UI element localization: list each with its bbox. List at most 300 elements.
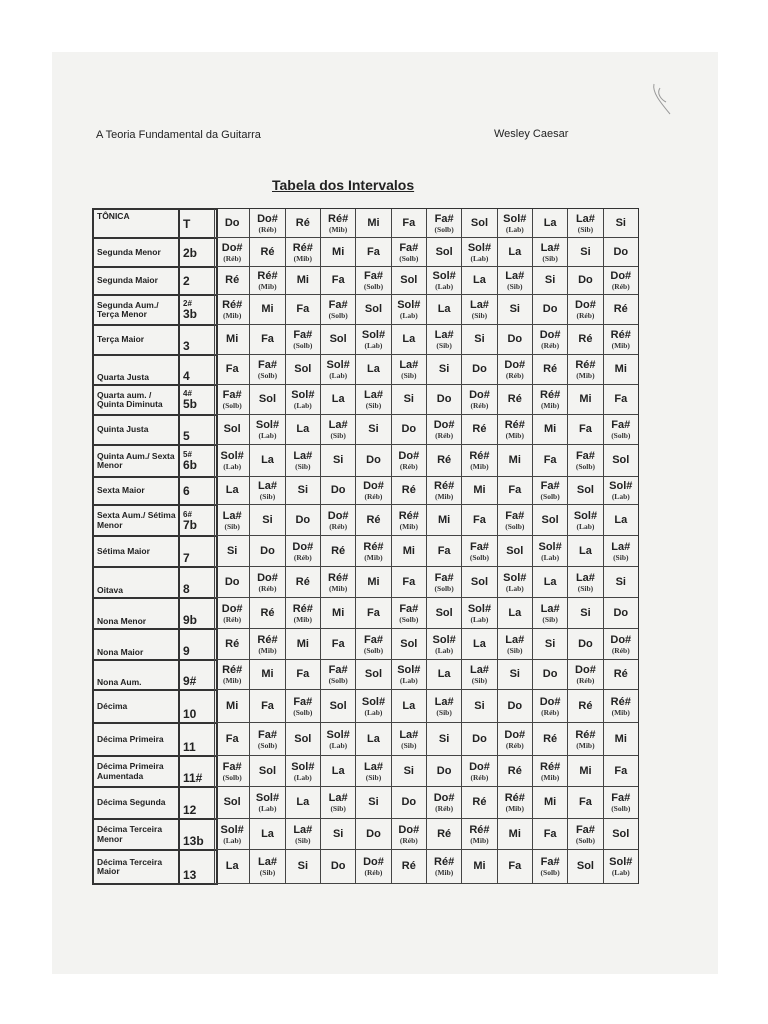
- note-name: Sol: [329, 699, 347, 712]
- note-name: La: [473, 637, 486, 650]
- note-cell: [603, 850, 638, 883]
- note-cell: [355, 629, 390, 659]
- enharmonic-name: (Solb): [257, 740, 278, 750]
- note-name: Sol: [576, 484, 594, 497]
- note-cell: [249, 756, 284, 786]
- note-name: La#: [222, 509, 242, 522]
- interval-row: [94, 326, 216, 356]
- note-cell: [214, 238, 249, 266]
- tonic-header-row: [94, 210, 216, 239]
- note-name: La: [543, 216, 557, 229]
- note-name: Ré: [578, 333, 593, 346]
- note-name: Fa: [473, 513, 486, 526]
- note-name: La: [614, 513, 628, 526]
- interval-name: Quarta Justa: [94, 356, 180, 384]
- note-name: Fa: [579, 796, 592, 809]
- note-cell: [285, 209, 320, 237]
- note-cell: [391, 756, 426, 786]
- enharmonic-name: (Mib): [328, 224, 348, 234]
- interval-symbol: 9b: [183, 613, 198, 627]
- enharmonic-name: (Réb): [505, 371, 524, 381]
- interval-row: [94, 630, 216, 661]
- enharmonic-name: (Réb): [364, 868, 383, 878]
- note-name: Ré#: [610, 695, 631, 708]
- note-name: Mi: [296, 637, 309, 650]
- note-name: Ré: [472, 423, 487, 436]
- note-name: Sol: [470, 575, 489, 588]
- note-name: Do: [578, 637, 593, 650]
- note-name: Ré: [613, 668, 628, 681]
- note-cell: [249, 445, 284, 476]
- note-name: La: [367, 732, 380, 745]
- note-name: Fa#: [399, 602, 419, 615]
- notes-row: [214, 787, 638, 819]
- interval-name: Décima: [94, 691, 180, 722]
- enharmonic-name: (Mib): [293, 614, 312, 624]
- enharmonic-name: (Réb): [611, 282, 630, 292]
- note-cell: [391, 690, 426, 722]
- note-name: Fa#: [540, 480, 560, 493]
- note-name: Do#: [539, 695, 561, 708]
- interval-name: Segunda Aum./ Terça Menor: [94, 296, 180, 324]
- interval-row: [94, 416, 216, 446]
- notes-row: [214, 238, 638, 267]
- note-name: Sol: [223, 796, 241, 809]
- note-cell: [461, 819, 496, 849]
- note-name: Fa#: [611, 792, 631, 805]
- note-name: Ré#: [504, 792, 525, 805]
- interval-names-column: [92, 208, 218, 885]
- enharmonic-name: (Solb): [222, 772, 242, 782]
- note-name: Ré: [366, 513, 381, 526]
- note-cell: [285, 598, 320, 628]
- note-name: Ré: [401, 860, 416, 873]
- interval-row: [94, 757, 216, 788]
- enharmonic-name: (Sib): [401, 740, 417, 750]
- note-name: Ré#: [504, 419, 525, 432]
- enharmonic-name: (Sib): [471, 676, 488, 686]
- notes-row: [214, 325, 638, 355]
- note-cell: [426, 723, 461, 755]
- interval-symbol-primary: 2#: [183, 299, 192, 308]
- interval-symbol-primary: 5#: [183, 450, 192, 459]
- note-cell: [320, 567, 355, 597]
- note-name: Fa: [331, 274, 345, 287]
- note-name: Mi: [579, 393, 592, 406]
- note-cell: [497, 598, 532, 628]
- note-cell: [214, 598, 249, 628]
- note-cell: [567, 787, 602, 818]
- note-name: Ré#: [328, 571, 349, 584]
- note-cell: [532, 598, 567, 628]
- note-cell: [426, 477, 461, 504]
- note-name: Si: [438, 732, 450, 745]
- note-cell: [355, 445, 390, 476]
- note-name: Ré: [225, 637, 240, 650]
- note-name: Sol#: [503, 571, 527, 584]
- note-name: Ré#: [540, 389, 561, 402]
- note-cell: [603, 267, 638, 294]
- note-cell: [249, 567, 284, 597]
- note-name: Do#: [327, 509, 349, 522]
- note-name: Sol#: [467, 602, 492, 615]
- note-cell: [497, 629, 532, 659]
- interval-symbol: 3: [183, 339, 190, 353]
- note-cell: [426, 850, 461, 883]
- interval-row: [94, 599, 216, 630]
- note-name: Sol: [435, 245, 453, 258]
- note-name: Si: [615, 575, 626, 588]
- note-cell: [320, 355, 355, 384]
- note-cell: [214, 385, 249, 414]
- note-name: Si: [403, 393, 414, 406]
- note-name: Sol#: [291, 389, 315, 402]
- note-cell: [603, 567, 638, 597]
- note-cell: [214, 723, 249, 755]
- note-name: La#: [434, 329, 454, 342]
- enharmonic-name: (Solb): [540, 492, 560, 502]
- note-name: Mi: [367, 216, 380, 229]
- enharmonic-name: (Réb): [223, 614, 242, 624]
- note-cell: [497, 267, 532, 294]
- note-name: Sol: [541, 513, 559, 526]
- note-name: Sol#: [326, 359, 350, 372]
- note-name: Do: [436, 393, 452, 406]
- note-name: La#: [611, 540, 631, 553]
- interval-row: [94, 661, 216, 691]
- notes-row: [214, 445, 638, 477]
- note-name: Mi: [579, 764, 592, 777]
- enharmonic-name: (Sib): [401, 371, 417, 381]
- enharmonic-name: (Lab): [293, 772, 312, 782]
- notes-row: [214, 267, 638, 295]
- note-cell: [355, 238, 390, 266]
- note-cell: [391, 445, 426, 476]
- interval-row: [94, 296, 216, 326]
- note-name: Ré#: [610, 329, 631, 342]
- pen-mark-icon: [640, 80, 680, 120]
- note-name: La#: [505, 270, 525, 283]
- note-name: Sol: [400, 637, 418, 650]
- book-title: A Teoria Fundamental da Guitarra: [96, 129, 261, 141]
- note-cell: [214, 690, 249, 722]
- note-name: Sol#: [361, 329, 386, 342]
- enharmonic-name: (Mib): [258, 282, 277, 292]
- enharmonic-name: (Lab): [364, 707, 383, 717]
- note-name: Ré: [507, 764, 522, 777]
- page-title: Tabela dos Intervalos: [272, 177, 415, 193]
- note-name: La#: [258, 480, 277, 493]
- note-cell: [497, 477, 532, 504]
- note-name: La: [225, 860, 239, 873]
- note-name: Sol#: [503, 212, 527, 225]
- note-name: Ré: [295, 216, 310, 229]
- note-cell: [497, 325, 532, 354]
- note-name: Do#: [221, 241, 243, 254]
- notes-row: [214, 505, 638, 536]
- note-cell: [426, 629, 461, 659]
- enharmonic-name: (Solb): [399, 614, 419, 624]
- note-cell: [603, 629, 638, 659]
- note-cell: [320, 629, 355, 659]
- note-name: Fa: [402, 216, 416, 229]
- note-cell: [249, 415, 284, 444]
- note-name: Do: [507, 699, 523, 712]
- note-cell: [285, 295, 320, 324]
- enharmonic-name: (Mib): [434, 868, 454, 878]
- enharmonic-name: (Mib): [505, 431, 524, 441]
- note-cell: [497, 209, 532, 237]
- enharmonic-name: (Réb): [435, 431, 454, 441]
- note-name: Ré#: [257, 633, 278, 646]
- enharmonic-name: (Sib): [507, 282, 523, 292]
- note-cell: [426, 415, 461, 444]
- note-name: La: [296, 796, 310, 809]
- note-name: Do#: [504, 728, 526, 741]
- note-cell: [461, 477, 496, 504]
- note-name: Fa: [225, 363, 239, 376]
- note-cell: [285, 505, 320, 535]
- note-name: Ré: [578, 699, 593, 712]
- note-name: Sol#: [361, 695, 386, 708]
- enharmonic-name: (Lab): [329, 371, 348, 381]
- enharmonic-name: (Réb): [258, 224, 277, 234]
- note-cell: [461, 385, 496, 414]
- note-cell: [391, 787, 426, 818]
- note-cell: [532, 629, 567, 659]
- note-cell: [497, 756, 532, 786]
- note-name: Ré#: [434, 480, 455, 493]
- note-name: Do#: [575, 664, 596, 677]
- note-cell: [285, 787, 320, 818]
- note-cell: [426, 690, 461, 722]
- note-name: Sol: [364, 668, 383, 681]
- note-cell: [603, 690, 638, 722]
- interval-name: Sexta Aum./ Sétima Menor: [94, 506, 180, 535]
- note-name: Mi: [226, 699, 239, 712]
- interval-symbol: 2: [183, 274, 190, 288]
- note-name: Do: [330, 860, 346, 873]
- enharmonic-name: (Sib): [436, 707, 452, 717]
- enharmonic-name: (Lab): [435, 645, 454, 655]
- note-cell: [320, 209, 355, 237]
- note-cell: [355, 723, 390, 755]
- note-name: Sol: [435, 606, 453, 619]
- note-name: Mi: [544, 423, 557, 436]
- enharmonic-name: (Sib): [542, 253, 558, 263]
- note-name: Sol#: [255, 419, 280, 432]
- note-name: Si: [368, 796, 379, 809]
- note-cell: [426, 536, 461, 566]
- note-cell: [285, 477, 320, 504]
- note-cell: [249, 690, 284, 722]
- enharmonic-name: (Réb): [470, 772, 489, 782]
- note-name: Do: [366, 827, 381, 840]
- interval-symbol: [180, 386, 216, 414]
- note-name: Sol#: [397, 664, 421, 677]
- note-cell: [603, 787, 638, 818]
- note-name: Si: [226, 544, 238, 557]
- note-name: Sol#: [220, 823, 244, 836]
- note-cell: [320, 690, 355, 722]
- note-cell: [426, 267, 461, 294]
- note-cell: [497, 238, 532, 266]
- interval-name: Nona Menor: [94, 599, 180, 628]
- notes-row: [214, 850, 638, 884]
- enharmonic-name: (Réb): [329, 521, 348, 531]
- note-cell: [426, 238, 461, 266]
- note-name: Si: [544, 637, 556, 650]
- interval-name: Terça Maior: [94, 326, 180, 354]
- note-name: Do#: [433, 419, 455, 432]
- enharmonic-name: (Mib): [258, 645, 277, 655]
- interval-name: Décima Primeira Aumentada: [94, 757, 180, 786]
- note-name: Fa#: [363, 270, 383, 283]
- note-name: Fa#: [434, 571, 454, 584]
- note-name: La: [296, 423, 310, 436]
- note-cell: [567, 295, 602, 324]
- enharmonic-name: (Solb): [575, 835, 596, 845]
- enharmonic-name: (Solb): [611, 804, 631, 814]
- note-name: La#: [505, 633, 525, 646]
- note-cell: [320, 660, 355, 689]
- note-name: Do: [472, 363, 487, 376]
- note-cell: [249, 267, 284, 294]
- notes-row: [214, 819, 638, 850]
- note-cell: [426, 660, 461, 689]
- note-name: Do#: [398, 450, 420, 463]
- note-cell: [461, 267, 496, 294]
- notes-row: [214, 295, 638, 325]
- enharmonic-name: (Mib): [540, 772, 560, 782]
- note-cell: [532, 723, 567, 755]
- note-cell: [426, 295, 461, 324]
- note-name: Si: [580, 606, 591, 619]
- note-cell: [214, 445, 249, 476]
- interval-symbol: T: [183, 216, 191, 231]
- note-name: Ré: [507, 393, 522, 406]
- note-name: Fa#: [575, 450, 595, 463]
- enharmonic-name: (Lab): [470, 614, 489, 624]
- note-cell: [355, 267, 390, 294]
- note-name: Do: [542, 668, 558, 681]
- enharmonic-name: (Mib): [505, 804, 524, 814]
- note-cell: [426, 756, 461, 786]
- note-cell: [532, 415, 567, 444]
- note-name: Do#: [292, 540, 314, 553]
- note-cell: [285, 629, 320, 659]
- note-name: Do#: [469, 760, 490, 773]
- note-cell: [249, 536, 284, 566]
- note-name: Ré: [543, 363, 558, 376]
- note-cell: [532, 325, 567, 354]
- note-name: Fa: [225, 732, 239, 745]
- note-cell: [461, 850, 496, 883]
- note-name: Fa: [437, 544, 451, 557]
- note-name: Fa: [508, 484, 522, 497]
- note-cell: [285, 690, 320, 722]
- note-cell: [603, 415, 638, 444]
- note-cell: [603, 385, 638, 414]
- interval-row: [94, 568, 216, 599]
- note-name: Ré#: [575, 728, 596, 741]
- enharmonic-name: (Lab): [329, 740, 348, 750]
- note-name: Ré: [225, 274, 240, 287]
- author-name: Wesley Caesar: [494, 128, 569, 140]
- interval-row: [94, 268, 216, 296]
- note-cell: [285, 355, 320, 384]
- note-name: Do: [472, 732, 487, 745]
- interval-row: [94, 724, 216, 757]
- enharmonic-name: (Solb): [328, 676, 348, 686]
- enharmonic-name: (Sib): [471, 311, 488, 321]
- note-name: Sol: [294, 363, 312, 376]
- note-name: Fa: [543, 827, 557, 840]
- note-cell: [214, 505, 249, 535]
- note-name: Si: [580, 245, 591, 258]
- interval-name: Quinta Aum./ Sexta Menor: [94, 446, 180, 476]
- interval-name: Décima Terceira Maior: [94, 851, 180, 883]
- note-name: Do#: [469, 389, 490, 402]
- note-name: Do: [224, 216, 240, 229]
- note-name: La: [261, 827, 274, 840]
- note-cell: [532, 660, 567, 689]
- note-cell: [285, 660, 320, 689]
- note-cell: [603, 295, 638, 324]
- interval-name: Sexta Maior: [94, 478, 180, 504]
- note-cell: [249, 723, 284, 755]
- note-name: Sol: [470, 216, 489, 229]
- note-name: La: [331, 764, 345, 777]
- note-name: Mi: [473, 484, 486, 497]
- interval-row: [94, 386, 216, 416]
- notes-row: [214, 355, 638, 385]
- note-name: Ré#: [575, 359, 596, 372]
- note-name: Sol#: [432, 270, 456, 283]
- enharmonic-name: (Solb): [540, 868, 560, 878]
- interval-symbol: 6: [183, 484, 190, 498]
- note-name: La: [225, 484, 239, 497]
- note-cell: [355, 598, 390, 628]
- note-cell: [320, 477, 355, 504]
- note-cell: [603, 209, 638, 237]
- note-name: Sol: [612, 454, 630, 467]
- note-name: Do#: [363, 480, 384, 493]
- note-cell: [567, 355, 602, 384]
- enharmonic-name: (Solb): [505, 521, 525, 531]
- note-name: Ré: [295, 575, 310, 588]
- note-cell: [497, 690, 532, 722]
- note-name: Ré#: [222, 664, 243, 677]
- note-cell: [285, 238, 320, 266]
- note-name: Sol: [223, 423, 241, 436]
- interval-symbol: 8: [183, 582, 190, 596]
- note-cell: [285, 415, 320, 444]
- note-cell: [532, 295, 567, 324]
- note-cell: [426, 598, 461, 628]
- note-name: Sol#: [220, 450, 244, 463]
- note-name: Fa: [367, 245, 380, 258]
- note-cell: [249, 505, 284, 535]
- notes-row: [214, 385, 638, 415]
- note-cell: [249, 238, 284, 266]
- note-cell: [461, 505, 496, 535]
- note-cell: [603, 238, 638, 266]
- interval-row: [94, 506, 216, 537]
- enharmonic-name: (Réb): [470, 401, 489, 411]
- interval-symbol: 13: [183, 868, 197, 882]
- interval-symbol: 5: [183, 429, 190, 443]
